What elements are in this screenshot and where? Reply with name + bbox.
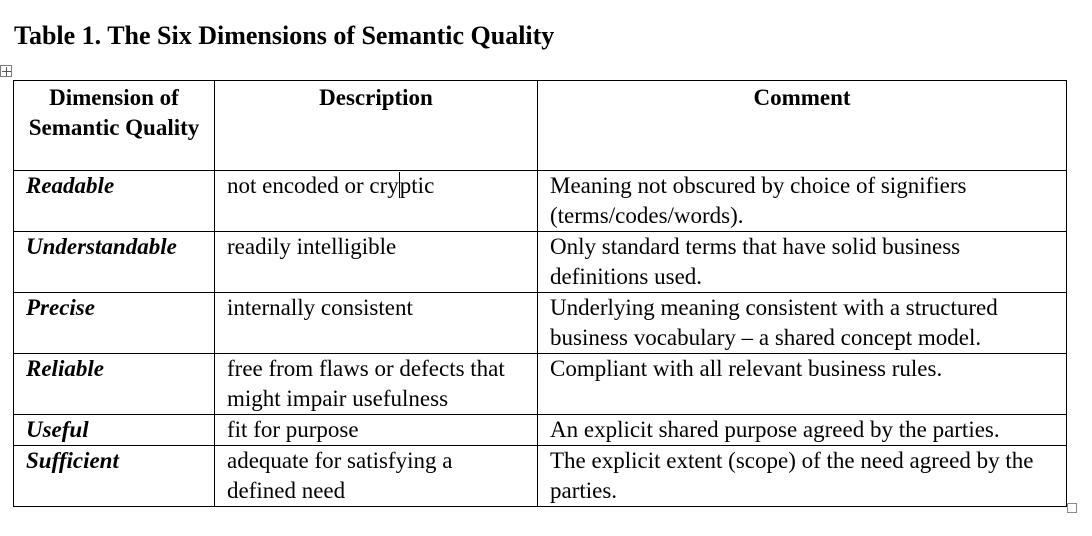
cell-dimension[interactable]: Precise — [14, 293, 215, 354]
cell-dimension[interactable]: Reliable — [14, 354, 215, 415]
cell-dimension[interactable]: Understandable — [14, 232, 215, 293]
cell-dimension[interactable]: Sufficient — [14, 446, 215, 507]
table-caption: Table 1. The Six Dimensions of Semantic Quality — [14, 21, 555, 50]
table-row — [14, 415, 1067, 446]
cell-description[interactable]: internally consistent — [215, 293, 538, 354]
table-row — [14, 232, 1067, 293]
cell-comment[interactable]: The explicit extent (scope) of the need agreed by the parties. — [538, 446, 1067, 507]
cell-description[interactable]: readily intelligible — [215, 232, 538, 293]
cell-comment[interactable]: Meaning not obscured by choice of signifiers (terms/codes/words). — [538, 171, 1067, 232]
description-text-after-caret: ptic — [399, 173, 435, 198]
table-header-row — [14, 81, 1067, 171]
table-row — [14, 354, 1067, 415]
cell-comment[interactable]: Compliant with all relevant business rules. — [538, 354, 1067, 415]
table-move-handle-icon[interactable] — [0, 65, 12, 77]
table-row — [14, 446, 1067, 507]
header-comment[interactable]: Comment — [538, 81, 1067, 171]
cell-comment[interactable]: Only standard terms that have solid business definitions used. — [538, 232, 1067, 293]
cell-comment[interactable]: An explicit shared purpose agreed by the parties. — [538, 415, 1067, 446]
cell-description[interactable]: adequate for satisfying a defined need — [215, 446, 538, 507]
description-text-before-caret: not encoded or cry — [227, 173, 399, 198]
header-description[interactable]: Description — [215, 81, 538, 171]
cell-dimension[interactable]: Useful — [14, 415, 215, 446]
table-row — [14, 293, 1067, 354]
cell-dimension[interactable]: Readable — [14, 171, 215, 232]
semantic-quality-table — [13, 80, 1067, 507]
cell-description[interactable] — [215, 171, 538, 232]
cell-description[interactable]: fit for purpose — [215, 415, 538, 446]
cell-comment[interactable]: Underlying meaning consistent with a structured business vocabulary – a shared concept model. — [538, 293, 1067, 354]
header-dimension[interactable]: Dimension of Semantic Quality — [14, 81, 215, 171]
table-resize-handle-icon[interactable] — [1067, 503, 1077, 513]
table-row — [14, 171, 1067, 232]
cell-description[interactable]: free from flaws or defects that might impair usefulness — [215, 354, 538, 415]
